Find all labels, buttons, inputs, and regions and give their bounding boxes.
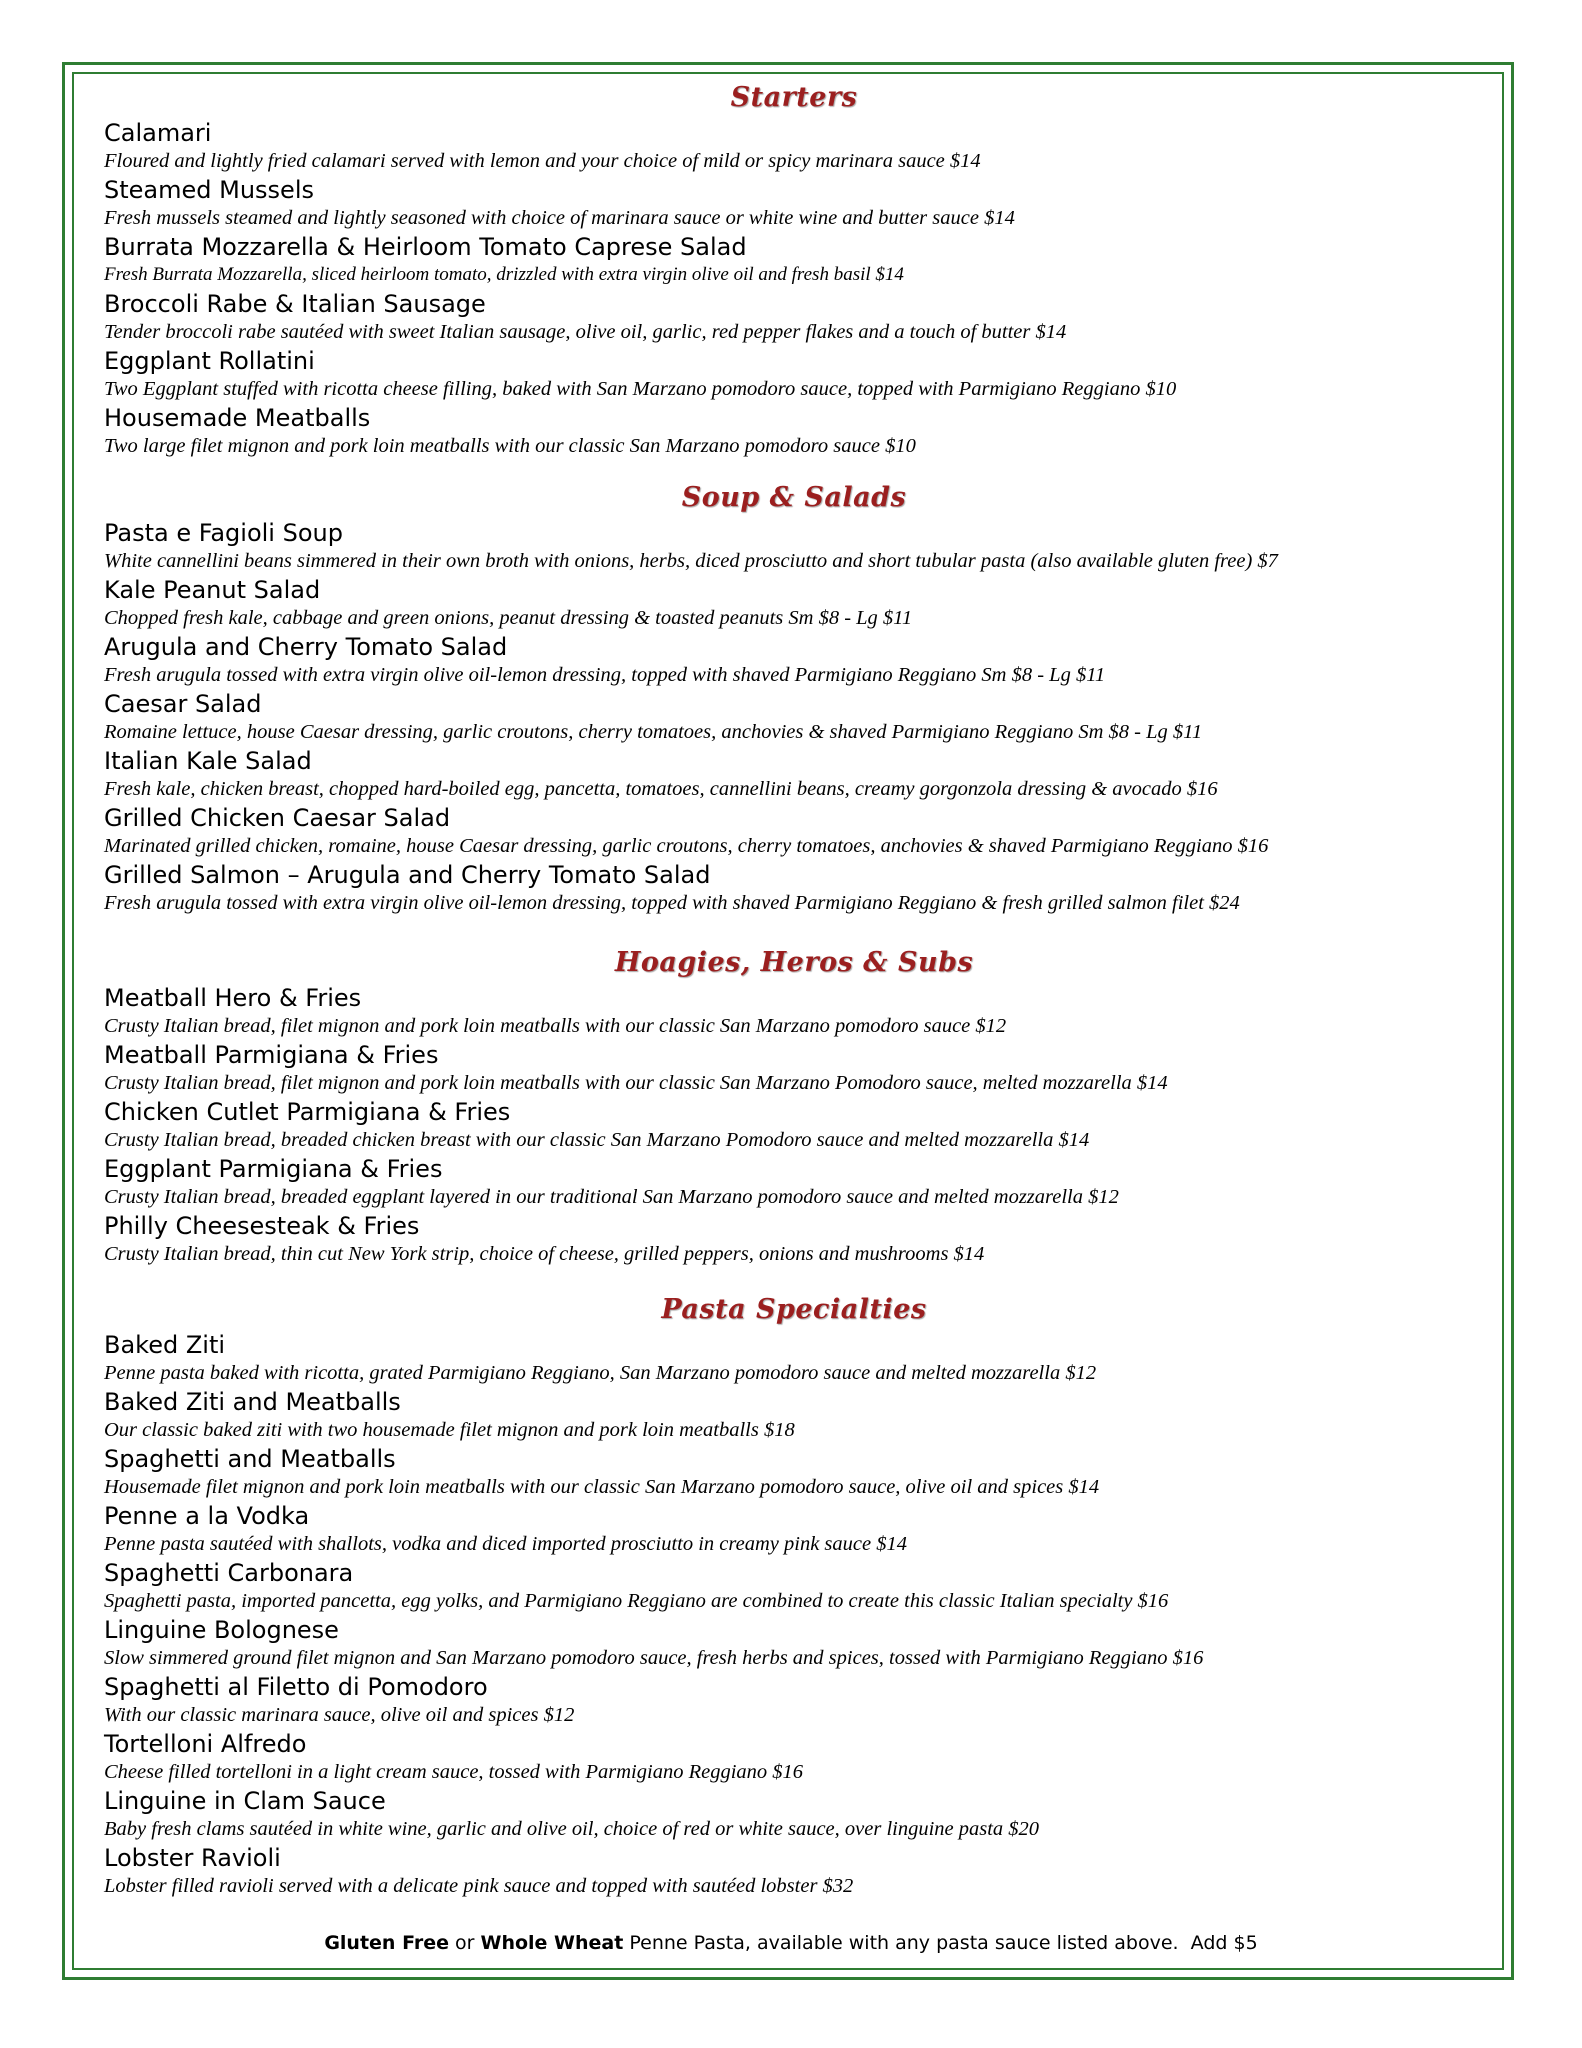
item-description: Our classic baked ziti with two housemade filet mignon and pork loin meatballs $18 [104,1419,795,1441]
item-name: Pasta e Fagioli Soup [104,519,343,547]
item-description: With our classic marinara sauce, olive oil and spices $12 [104,1704,575,1726]
item-description: Spaghetti pasta, imported pancetta, egg yolks, and Parmigiano Reggiano are combined to create this classic Italian specialty $16 [104,1590,1169,1612]
menu-item [104,803,1484,860]
item-name: Linguine Bolognese [104,1616,339,1644]
item-description: Housemade filet mignon and pork loin meatballs with our classic San Marzano pomodoro sauce, olive oil and spices $14 [104,1476,1100,1498]
note-gluten-free: Gluten Free [324,1932,449,1954]
section-title: Hoagies, Heros & Subs [614,947,974,978]
item-name: Caesar Salad [104,690,262,718]
item-description: Fresh kale, chicken breast, chopped hard-boiled egg, pancetta, tomatoes, cannellini beans, creamy gorgonzola dressing & avocado $16 [104,778,1218,800]
note-whole-wheat: Whole Wheat [480,1932,624,1954]
item-name: Grilled Chicken Caesar Salad [104,804,451,832]
item-name: Arugula and Cherry Tomato Salad [104,633,508,661]
item-description: Fresh Burrata Mozzarella, sliced heirloom tomato, drizzled with extra virgin olive oil and fresh basil $14 [104,264,904,285]
section-starters [104,78,1484,460]
item-name: Eggplant Rollatini [104,347,315,375]
item-name: Philly Cheesesteak & Fries [104,1212,420,1240]
menu-item [104,689,1484,746]
section-title: Starters [730,82,858,113]
menu-content [104,78,1484,1914]
menu-item [104,175,1484,232]
section-soup-salads [104,478,1484,917]
item-description: Penne pasta sautéed with shallots, vodka and diced imported prosciutto in creamy pink sauce $14 [104,1533,907,1555]
item-name: Calamari [104,119,212,147]
item-name: Linguine in Clam Sauce [104,1787,386,1815]
menu-item [104,575,1484,632]
menu-item [104,1330,1484,1387]
menu-item [104,1729,1484,1786]
item-name: Housemade Meatballs [104,404,371,432]
menu-item [104,1444,1484,1501]
section-hoagies [104,943,1484,1268]
item-description: Two Eggplant stuffed with ricotta cheese filling, baked with San Marzano pomodoro sauce, topped with Parmigiano Reggiano $10 [104,378,1177,400]
item-name: Broccoli Rabe & Italian Sausage [104,290,486,318]
menu-item [104,403,1484,460]
item-description: Marinated grilled chicken, romaine, house Caesar dressing, garlic croutons, cherry tomatoes, anchovies & shaved Parmigiano Reggiano $16 [104,835,1269,857]
menu-item [104,746,1484,803]
section-title: Pasta Specialties [661,1294,927,1325]
item-name: Baked Ziti [104,1331,226,1359]
section-pasta [104,1290,1484,1900]
item-name: Meatball Hero & Fries [104,984,362,1012]
item-name: Lobster Ravioli [104,1844,281,1872]
item-description: Fresh arugula tossed with extra virgin olive oil-lemon dressing, topped with shaved Parmigiano Reggiano Sm $8 - Lg $11 [104,664,1106,686]
menu-item [104,289,1484,346]
item-name: Spaghetti Carbonara [104,1559,354,1587]
item-name: Steamed Mussels [104,176,314,204]
item-name: Chicken Cutlet Parmigiana & Fries [104,1098,511,1126]
item-name: Grilled Salmon – Arugula and Cherry Tomato Salad [104,861,711,889]
item-description: Fresh mussels steamed and lightly seasoned with choice of marinara sauce or white wine and butter sauce $14 [104,207,1015,229]
item-description: Penne pasta baked with ricotta, grated Parmigiano Reggiano, San Marzano pomodoro sauce and melted mozzarella $12 [104,1362,1097,1384]
item-description: Cheese filled tortelloni in a light cream sauce, tossed with Parmigiano Reggiano $16 [104,1761,804,1783]
item-description: Crusty Italian bread, filet mignon and pork loin meatballs with our classic San Marzano Pomodoro sauce, melted mozzarella $14 [104,1072,1168,1094]
menu-item [104,1154,1484,1211]
menu-item [104,1558,1484,1615]
menu-item [104,1786,1484,1843]
menu-item [104,1387,1484,1444]
item-description: Crusty Italian bread, breaded chicken breast with our classic San Marzano Pomodoro sauce and melted mozzarella $14 [104,1129,1090,1151]
item-name: Meatball Parmigiana & Fries [104,1041,439,1069]
menu-item [104,118,1484,175]
note-text: Penne Pasta, available with any pasta sauce listed above. Add $5 [623,1932,1258,1954]
item-description: Chopped fresh kale, cabbage and green onions, peanut dressing & toasted peanuts Sm $8 - Lg $11 [104,607,913,629]
item-description: Floured and lightly fried calamari served with lemon and your choice of mild or spicy marinara sauce $14 [104,150,981,172]
item-description: Lobster filled ravioli served with a delicate pink sauce and topped with sautéed lobster $32 [104,1875,854,1897]
item-name: Penne a la Vodka [104,1502,310,1530]
menu-item [104,346,1484,403]
item-description: Two large filet mignon and pork loin meatballs with our classic San Marzano pomodoro sauce $10 [104,435,916,457]
item-description: Crusty Italian bread, filet mignon and pork loin meatballs with our classic San Marzano pomodoro sauce $12 [104,1015,1007,1037]
item-description: Fresh arugula tossed with extra virgin olive oil-lemon dressing, topped with shaved Parmigiano Reggiano & fresh grilled salmon filet $24 [104,892,1240,914]
item-name: Baked Ziti and Meatballs [104,1388,401,1416]
item-name: Italian Kale Salad [104,747,312,775]
item-name: Spaghetti and Meatballs [104,1445,396,1473]
menu-item [104,1843,1484,1900]
menu-item [104,1097,1484,1154]
menu-item [104,983,1484,1040]
item-description: White cannellini beans simmered in their own broth with onions, herbs, diced prosciutto and short tubular pasta (also available gluten free) $7 [104,550,1278,572]
menu-item [104,1040,1484,1097]
note-or: or [448,1932,481,1954]
menu-item [104,860,1484,917]
item-name: Kale Peanut Salad [104,576,321,604]
item-description: Romaine lettuce, house Caesar dressing, garlic croutons, cherry tomatoes, anchovies & shaved Parmigiano Reggiano Sm $8 - Lg $11 [104,721,1203,743]
item-description: Tender broccoli rabe sautéed with sweet Italian sausage, olive oil, garlic, red pepper flakes and a touch of butter $14 [104,321,1067,343]
menu-item [104,232,1484,289]
menu-item [104,632,1484,689]
menu-item [104,1501,1484,1558]
item-name: Tortelloni Alfredo [104,1730,307,1758]
item-name: Burrata Mozzarella & Heirloom Tomato Caprese Salad [104,233,747,261]
section-title: Soup & Salads [681,482,907,513]
menu-item [104,518,1484,575]
item-name: Spaghetti al Filetto di Pomodoro [104,1673,488,1701]
item-description: Crusty Italian bread, thin cut New York strip, choice of cheese, grilled peppers, onions and mushrooms $14 [104,1243,985,1265]
menu-item [104,1672,1484,1729]
item-description: Baby fresh clams sautéed in white wine, garlic and olive oil, choice of red or white sauce, over linguine pasta $20 [104,1818,1040,1840]
item-description: Slow simmered ground filet mignon and San Marzano pomodoro sauce, fresh herbs and spices, tossed with Parmigiano Reggiano $16 [104,1647,1204,1669]
menu-item [104,1615,1484,1672]
menu-item [104,1211,1484,1268]
item-name: Eggplant Parmigiana & Fries [104,1155,443,1183]
gluten-free-note [0,1932,1582,1954]
item-description: Crusty Italian bread, breaded eggplant layered in our traditional San Marzano pomodoro sauce and melted mozzarella $12 [104,1186,1119,1208]
